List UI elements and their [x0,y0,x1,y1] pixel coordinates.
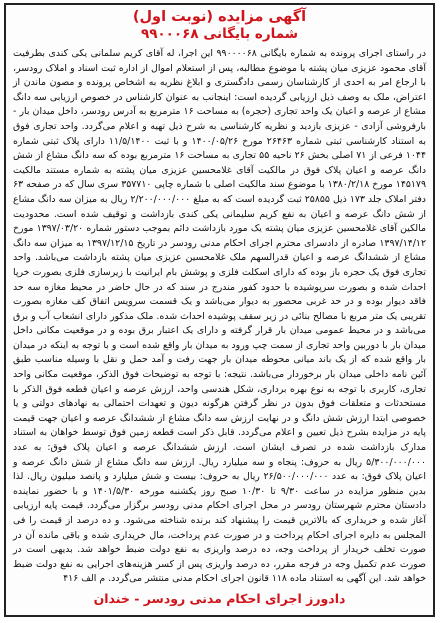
file-number-label: شماره بایگانی ۹۹۰۰۰۶۸ [140,26,299,42]
notice-frame [4,3,435,617]
notice-signature: دادورز اجرای احکام مدنی رودسر - خندان [93,591,346,606]
notice-body: در راستای اجرای پرونده به شماره بایگانی ۹۹۰۰۰۰۶۸ این اجرا، له آقای کریم سلمانی یکی کندی بطرفیت آقای محمود عزیزی میان پشته با موضوع مطالبه، پس از استعلام اموال از اداره ثبت اسناد و املاک رودسر، با ارجاع امر به احدی از کارشناسان رسمی دادگستری و ابلاغ نظریه به اشخاص پرونده و مصون ماندن از اعتراض، ملک به وصف ذیل ارزیابی گردیده است: اینجانب به عنوان کارشناس در خصوص ارزیابی سه دانگ مشاع از عرصه و اعیان یک واحد تجاری (حجره) به مساحت ۱۶ مترمربع به آدرس رودسر، داخل میدان بار - بارفروشی آزادی - عزیزی بازدید و نظریه کارشناسی به شرح ذیل تهیه و اعلام می‌گردد. واحد تجاری فوق به استناد کارشناسی ثبتی شماره ۲۶۴۶۳ مورخ ۱۴۰۰/۰۵/۲۶ و با ثبت ۱۱/۵/۱۴۰۰ دارای پلاک ثبتی شماره ۱۰۴۴ فرعی از ۷۱ اصلی بخش ۲۶ ناحیه ۵۵ تجاری به مساحت ۱۶ مترمربع بوده که سه دانگ مشاع از شش دانگ عرصه و اعیان پلاک فوق در مالکیت آقای غلامحسین عزیزی میان پشته به شماره مستند مالکیت ۱۴۵۱۷۹ مورخ ۱۳۸۰/۲/۱۸ با موضوع سند مالکیت اصلی با شماره چاپی ۳۵۷۷۱۰ سری سال که در صفحه ۶۳ دفتر املاک جلد ۱۷۳ ذیل ۲۵۸۵۵ ثبت گردیده است که به مبلغ ۲/۲۰۰/۰۰۰/۰۰۰ ریال به میزان سه دانگ مشاع از شش دانگ عرصه و اعیان به نفع کریم سلیمانی یکی کندی بازداشت و توقیف شده است. محدودیت مالکین آقای غلامحسین عزیزی میان پشته یک مورد بازداشت دائم بموجب دستور شماره ۱۳۹۷/۰۳/۲۰ مورخ ۱۳۹۷/۱۴/۱۲ صادره از دادسرای محترم اجرای احکام مدنی رودسر در تاریخ ۱۳۹۷/۱۲/۱۵ به میزان سه دانگ مشاع از ششدانگ عرصه و اعیان قدرالسهم ملک غلامحسین عزیزی میان پشته بازداشت می‌باشد. واحد تجاری فوق یک حجره باز بوده که دارای اسکلت فلزی و پوشش بام ایرانیت با زیرسازی فلزی بصورت خرپا احداث شده و بصورت سرپوشیده با حدود کفور مندرج در سند که در حال حاضر در محیط مغازه سه حد فاقد دیوار بوده و در حد غربی محصور به دیوار می‌باشد و یک قسمت سرویس اتفاق کف مغازه بصورت تقریبی یک متر مربع با مصالح بنائی در زیر سقف پوشیده احداث شده. ملک مذکور دارای انشعاب آب و برق می‌باشد و در محیط عمومی میدان بار قرار گرفته و دارای یک اعتبار برق بوده و در موقعیت مکانی داخل میدان بار با دوربین واحد تجاری از سمت چپ ورود به میدان بار واقع شده است و با توجه به اینکه در میدان بار واقع شده که از یک باند میانی محوطه میدان بار جهت رفت و آمد حمل و نقل با وسیله مناسب طبق آئین نامه داخلی میدان بار برخوردار می‌باشد. نتیجه: با توجه به توضیحات فوق الذکر، موقعیت مکانی واحد تجاری، کاربری با توجه به نوع بهره برداری، شکل هندسی واحد، ارزش عرصه و اعیان قطعه فوق الذکر با مستحدثات و متعلقات فوق بدون در نظر گرفتن هرگونه دیون و تعهدات احتمالی به نهادهای دولتی و یا خصوصی ابتدا ارزش شش دانگ و در نهایت ارزش سه دانگ مشاع از ششدانگ عرصه و اعیان جهت قیمت پایه در مزایده بشرح ذیل تعیین و اعلام می‌گردد. قابل ذکر است قطعه زمین فوق توسط خواهان به استناد مدارک بازداشت شده در تصرف ایشان است. ارزش ششدانگ عرصه و اعیان پلاک فوق: به عدد ۵/۳۰۰/۰۰۰/۰۰۰ ریال به حروف: پنجاه و سه میلیارد ریال. ارزش سه دانگ مشاع از شش دانگ عرصه و اعیان پلاک فوق: به عدد ۲۶/۵۰۰/۰۰۰/۰۰۰ ریال به حروف: بیست و شش میلیارد و پانصد میلیون ریال. لذا بدین منظور مزایده در ساعت ۹/۳۰ تا ۱۰/۳۰ صبح روز یکشنبه مورخه ۱۴۰۱/۵/۳۰ و با حضور نماینده دادستان محترم شهرستان رودسر در محل اجرای احکام مدنی رودسر برگزار می‌گردد. قیمت پایه ارزیابی آغاز شده و خریداری که بالاترین قیمت را پیشنهاد کند برنده شناخته می‌شود. و ده درصد از قیمت را فی المجلس به دایره اجرای احکام پرداخت و در صورت عدم پرداخت، مال خریداری شده و باقی مانده آن در صورت تخلف خریدار از پرداخت وجه، ده درصد واریزی به نفع دولت ضبط خواهد شد. بدیهی است در صورت عدم تکمیل وجه در فرجه مقرر، ده درصد واریزی پس از کسر هزینه‌های اجرایی به نفع دولت ضبط خواهد شد. این آگهی به استناد ماده ۱۱۸ قانون اجرای احکام مدنی منتشر می‌گردد. م الف ۴۱۶ [13,48,427,585]
notice-header [6,5,433,43]
notice-title: آگهی مزایده (نوبت اول) [132,9,307,25]
